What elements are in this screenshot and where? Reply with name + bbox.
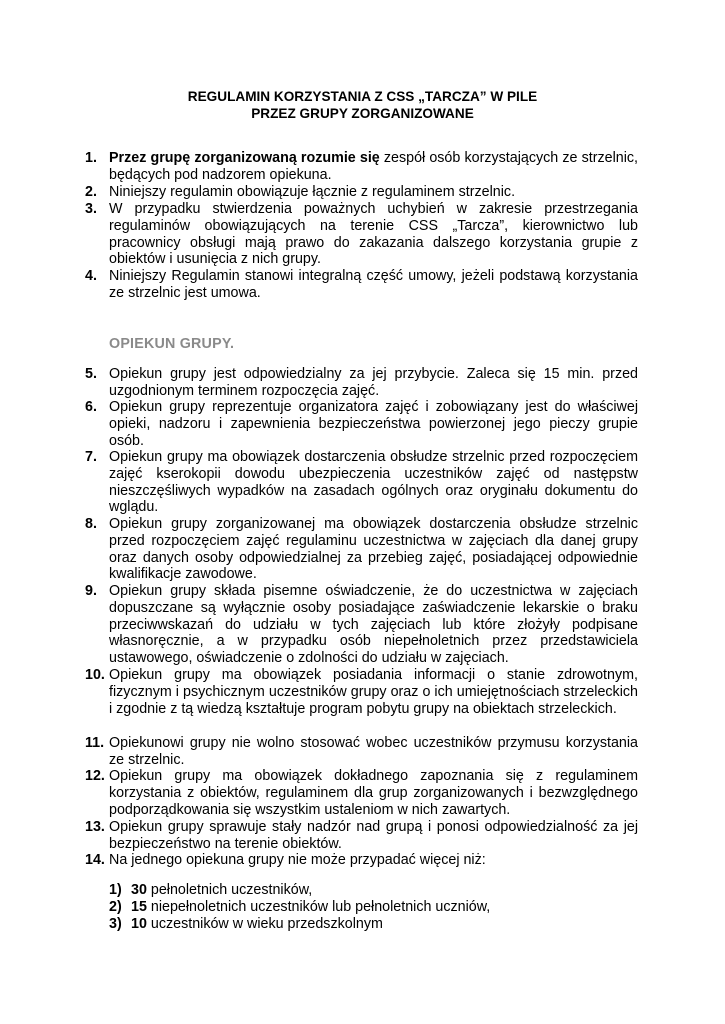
rule-item: [85, 201, 638, 268]
rule-number: 12.: [85, 768, 105, 784]
section-heading: OPIEKUN GRUPY.: [109, 336, 235, 352]
rule-item: [85, 667, 638, 717]
rule-item: [85, 449, 638, 516]
rule-number: 4.: [85, 268, 97, 284]
limit-text: niepełnoletnich uczestników lub pełnoletnich uczniów,: [146, 899, 491, 915]
limit-value: 15: [131, 899, 147, 915]
rule-item: [85, 819, 638, 853]
rule-item: [85, 184, 638, 201]
rule-text: Opiekun grupy reprezentuje organizatora zajęć i zobowiązany jest do właściwej opieki, nadzoru i zapewnienia bezpieczeństwa powierzonej jego pieczy grupie osób.: [109, 399, 638, 449]
rule-text: Opiekun grupy ma obowiązek posiadania informacji o stanie zdrowotnym, fizycznym i psychicznym uczestników grupy oraz o ich umiejętnościach strzeleckich i zgodnie z tą wiedzą kształtuje program pobytu grupy na obiektach strzeleckich.: [109, 667, 638, 717]
limit-value: 30: [131, 882, 147, 898]
rule-number: 2.: [85, 184, 97, 200]
rule-text: Opiekun grupy zorganizowanej ma obowiązek dostarczenia obsłudze strzelnic przed rozpoczęciem zajęć regulaminu uczestnictwa w zajęciach dla danej grupy oraz danych osoby odpowiedzialnej za przebieg zajęć, posiadającej odpowiednie kwalifikacje zawodowe.: [109, 516, 638, 583]
limit-item: [109, 882, 609, 899]
limit-value: 10: [131, 916, 147, 932]
limit-item: [109, 916, 609, 933]
rule-text: Opiekunowi grupy nie wolno stosować wobec uczestników przymusu korzystania ze strzelnic.: [109, 735, 638, 768]
document-title: REGULAMIN KORZYSTANIA Z CSS „TARCZA” W PILE: [187, 89, 538, 104]
rule-text-body: zespół osób korzystających ze strzelnic, będących pod nadzorem opiekuna.: [109, 150, 638, 183]
rule-text: Opiekun grupy sprawuje stały nadzór nad grupą i ponosi odpowiedzialność za jej bezpieczeństwo na terenie obiektów.: [109, 819, 638, 852]
rule-text: Niniejszy regulamin obowiązuje łącznie z regulaminem strzelnic.: [109, 184, 516, 200]
rule-number: 14.: [85, 852, 105, 868]
rule-text: Opiekun grupy składa pisemne oświadczenie, że do uczestnictwa w zajęciach dopuszczane są wyłącznie osoby posiadające zaświadczenie lekarskie o braku przeciwwskazań do udziału w tych zajęciach lub które złożyły podpisane własnoręcznie, a w przypadku osób niepełnoletnich przez przedstawiciela ustawowego, oświadczenie o zdolności do udziału w zajęciach.: [109, 583, 638, 667]
rule-item: [85, 768, 638, 818]
rule-number: 5.: [85, 366, 97, 382]
rule-text: Opiekun grupy ma obowiązek dostarczenia obsłudze strzelnic przed rozpoczęciem zajęć kserokopii dowodu ubezpieczenia uczestników zajęć od następstw nieszczęśliwych wypadków na zasadach ogólnych oraz oryginału dokumentu do wglądu.: [109, 449, 638, 516]
limit-number: 3): [109, 916, 122, 932]
rule-text: Opiekun grupy jest odpowiedzialny za jej przybycie. Zaleca się 15 min. przed uzgodnionym terminem rozpoczęcia zajęć.: [109, 366, 638, 399]
rule-text: Na jednego opiekuna grupy nie może przypadać więcej niż:: [109, 852, 486, 868]
rule-item: [85, 366, 638, 400]
rule-number: 6.: [85, 399, 97, 415]
document-subtitle: PRZEZ GRUPY ZORGANIZOWANE: [251, 106, 474, 121]
rule-number: 11.: [85, 735, 105, 751]
rule-item: [85, 735, 638, 769]
rule-number: 1.: [85, 150, 97, 166]
limit-number: 2): [109, 899, 122, 915]
rule-item: [85, 150, 638, 184]
rule-number: 10.: [85, 667, 105, 683]
rule-text: [109, 150, 638, 184]
rule-number: 3.: [85, 201, 97, 217]
rule-number: 8.: [85, 516, 97, 532]
rule-text: Opiekun grupy ma obowiązek dokładnego zapoznania się z regulaminem korzystania z obiektów, regulaminem dla grup zorganizowanych i bezwzględnego podporządkowania się wszystkim ustaleniom w nich zawartych.: [109, 768, 638, 818]
rule-number: 9.: [85, 583, 97, 599]
rule-number: 13.: [85, 819, 105, 835]
rule-definition-term: Przez grupę zorganizowaną rozumie się: [109, 150, 380, 166]
limit-text: uczestników w wieku przedszkolnym: [146, 916, 383, 932]
rule-item: [85, 852, 638, 869]
limit-text: pełnoletnich uczestników,: [146, 882, 313, 898]
limit-number: 1): [109, 882, 122, 898]
limit-item: [109, 899, 609, 916]
rule-item: [85, 399, 638, 449]
rule-text: Niniejszy Regulamin stanowi integralną część umowy, jeżeli podstawą korzystania ze strzelnic jest umowa.: [109, 268, 638, 301]
rule-item: [85, 268, 638, 302]
rule-item: [85, 516, 638, 583]
rule-number: 7.: [85, 449, 97, 465]
rule-text: W przypadku stwierdzenia poważnych uchybień w zakresie przestrzegania regulaminów obowiązujących na terenie CSS „Tarcza”, kierownictwo lub pracownicy obsługi mają prawo do zakazania dalszego korzystania grupie z obiektów i usunięcia z nich grupy.: [109, 201, 638, 268]
rule-item: [85, 583, 638, 667]
